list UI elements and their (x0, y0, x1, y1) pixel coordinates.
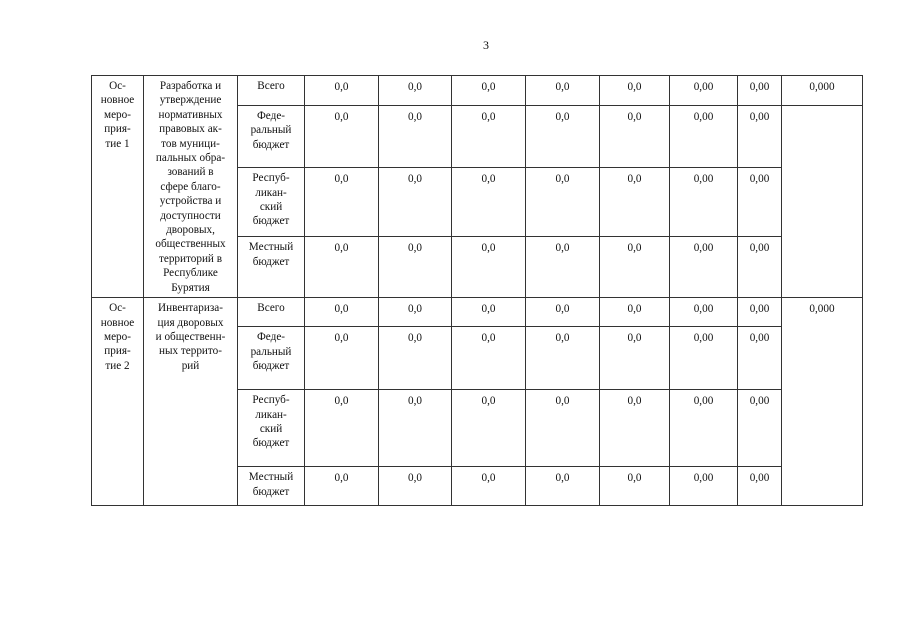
funding-source-cell: Всего (238, 298, 305, 327)
description-cell: Разработка и утверждение нормативных правовых ак- тов муници- пальных обра- зований в сфере благо- устройства и доступности дворовых, общественных территорий в Республике Бурятия (144, 76, 238, 298)
value-cell: 0,0 (379, 467, 452, 506)
value-cell: 0,0 (600, 390, 670, 467)
value-cell: 0,00 (738, 390, 782, 467)
value-cell: 0,00 (738, 106, 782, 168)
value-cell: 0,0 (379, 76, 452, 106)
value-cell: 0,0 (600, 168, 670, 237)
value-cell: 0,0 (526, 390, 600, 467)
value-cell: 0,00 (670, 76, 738, 106)
value-cell: 0,0 (600, 467, 670, 506)
value-cell: 0,0 (379, 168, 452, 237)
value-cell: 0,0 (526, 467, 600, 506)
page-number: 3 (483, 38, 489, 52)
value-cell: 0,0 (600, 327, 670, 390)
budget-table (91, 75, 863, 506)
funding-source-cell: Респуб- ликан- ский бюджет (238, 168, 305, 237)
value-cell: 0,0 (452, 327, 526, 390)
value-cell: 0,0 (452, 168, 526, 237)
funding-source-cell: Феде- ральный бюджет (238, 327, 305, 390)
value-cell: 0,0 (379, 237, 452, 298)
value-cell: 0,0 (305, 390, 379, 467)
table-row (92, 76, 863, 106)
value-cell: 0,0 (526, 76, 600, 106)
value-cell: 0,0 (305, 327, 379, 390)
value-cell: 0,0 (305, 237, 379, 298)
value-cell: 0,0 (452, 106, 526, 168)
event-cell: Ос- новное меро- прия- тие 1 (92, 76, 144, 298)
funding-source-cell: Местный бюджет (238, 467, 305, 506)
funding-source-cell: Местный бюджет (238, 237, 305, 298)
funding-source-cell: Феде- ральный бюджет (238, 106, 305, 168)
value-cell: 0,00 (738, 467, 782, 506)
value-cell: 0,00 (670, 298, 738, 327)
value-cell: 0,0 (379, 106, 452, 168)
funding-source-cell: Респуб- ликан- ский бюджет (238, 390, 305, 467)
value-cell: 0,00 (738, 168, 782, 237)
value-cell: 0,0 (305, 298, 379, 327)
table-row (92, 298, 863, 327)
value-cell: 0,0 (305, 76, 379, 106)
value-cell: 0,00 (670, 106, 738, 168)
empty-total-cell (782, 106, 863, 298)
total-cell: 0,000 (782, 298, 863, 506)
value-cell: 0,00 (738, 298, 782, 327)
value-cell: 0,0 (526, 168, 600, 237)
value-cell: 0,00 (738, 76, 782, 106)
value-cell: 0,0 (526, 327, 600, 390)
event-cell: Ос- новное меро- прия- тие 2 (92, 298, 144, 506)
description-cell: Инвентариза- ция дворовых и общественн- ных террито- рий (144, 298, 238, 506)
funding-source-cell: Всего (238, 76, 305, 106)
value-cell: 0,0 (600, 76, 670, 106)
value-cell: 0,00 (670, 390, 738, 467)
value-cell: 0,00 (670, 327, 738, 390)
value-cell: 0,00 (670, 168, 738, 237)
value-cell: 0,0 (600, 106, 670, 168)
value-cell: 0,0 (379, 298, 452, 327)
value-cell: 0,00 (670, 237, 738, 298)
value-cell: 0,0 (526, 298, 600, 327)
value-cell: 0,0 (452, 390, 526, 467)
value-cell: 0,00 (670, 467, 738, 506)
value-cell: 0,00 (738, 327, 782, 390)
value-cell: 0,0 (305, 106, 379, 168)
value-cell: 0,00 (738, 237, 782, 298)
table-body (92, 76, 863, 506)
value-cell: 0,0 (452, 76, 526, 106)
value-cell: 0,0 (526, 106, 600, 168)
total-cell: 0,000 (782, 76, 863, 106)
value-cell: 0,0 (379, 327, 452, 390)
value-cell: 0,0 (452, 467, 526, 506)
value-cell: 0,0 (305, 467, 379, 506)
value-cell: 0,0 (379, 390, 452, 467)
value-cell: 0,0 (452, 298, 526, 327)
value-cell: 0,0 (600, 298, 670, 327)
value-cell: 0,0 (305, 168, 379, 237)
value-cell: 0,0 (526, 237, 600, 298)
value-cell: 0,0 (452, 237, 526, 298)
value-cell: 0,0 (600, 237, 670, 298)
